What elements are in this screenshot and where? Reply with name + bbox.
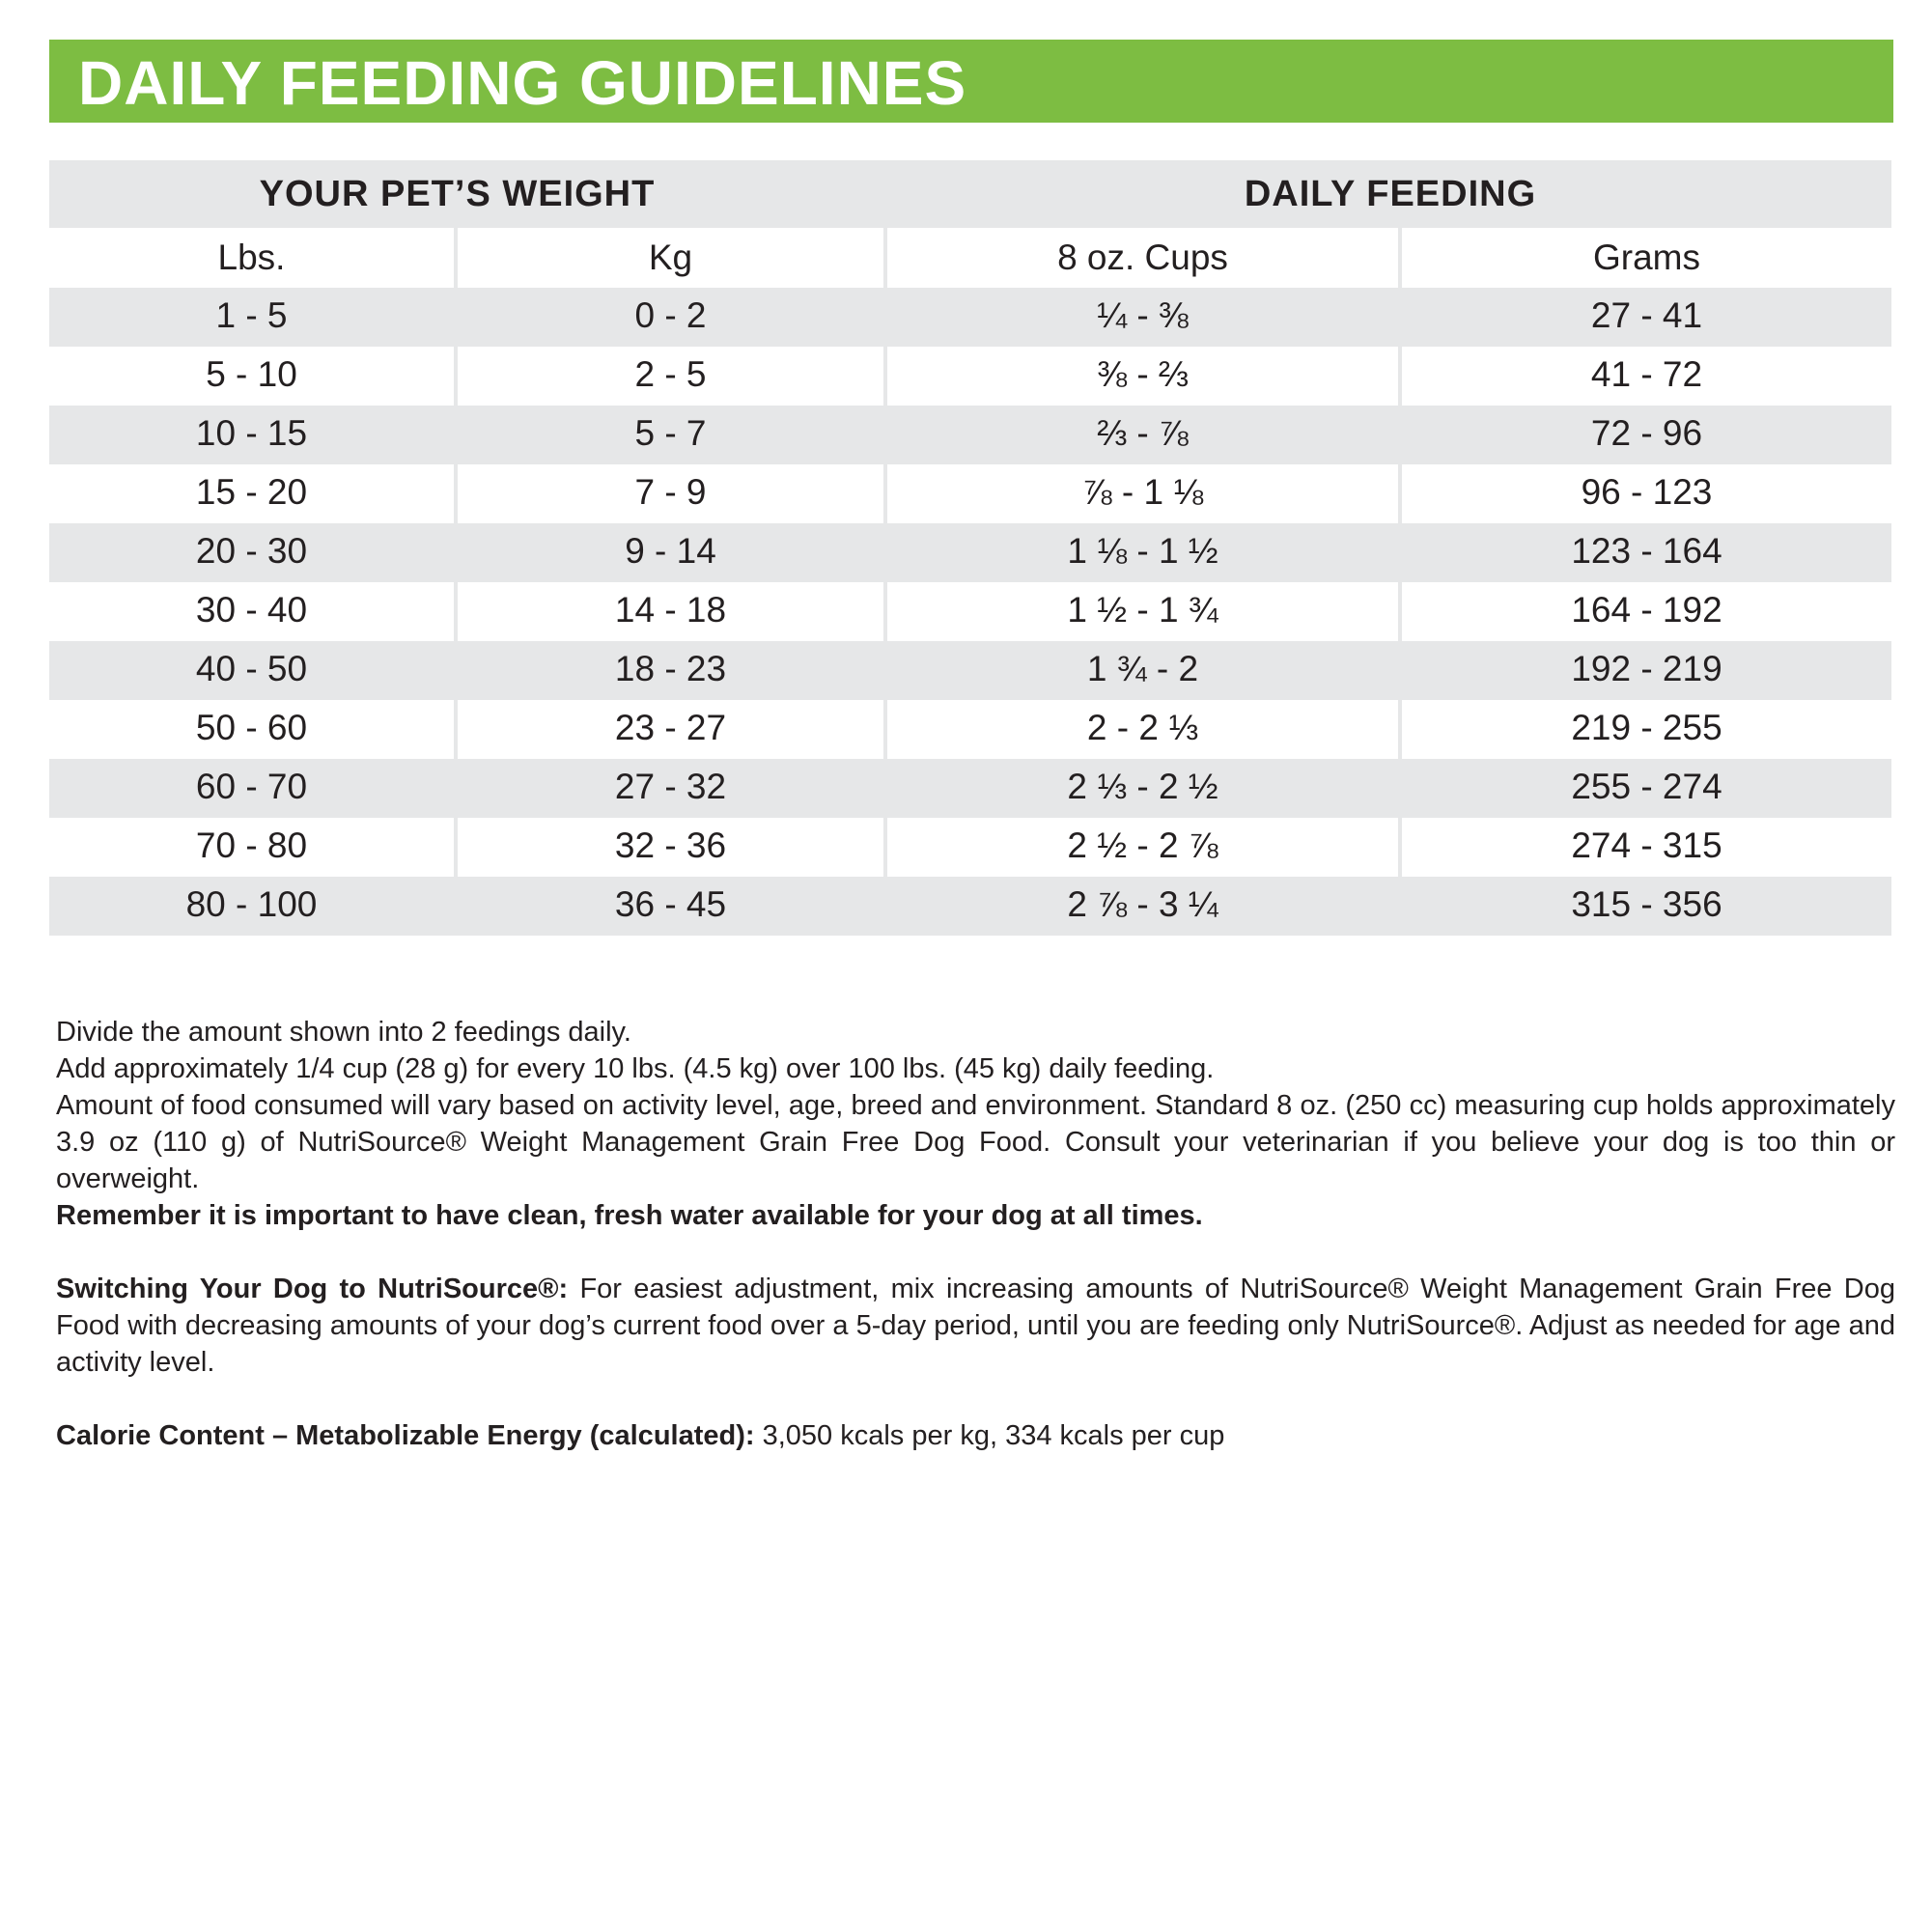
column-header-kg: Kg xyxy=(458,228,887,288)
cell-cups: 2 ⅓ - 2 ½ xyxy=(887,759,1402,818)
cell-cups: ⅞ - 1 ⅛ xyxy=(887,464,1402,523)
cell-lbs: 70 - 80 xyxy=(49,818,458,877)
cell-cups: 2 ⅞ - 3 ¼ xyxy=(887,877,1402,936)
cell-cups: 1 ½ - 1 ¾ xyxy=(887,582,1402,641)
switching-label: Switching Your Dog to NutriSource®: xyxy=(56,1274,569,1304)
column-header-lbs: Lbs. xyxy=(49,228,458,288)
table-row xyxy=(49,464,1891,523)
group-header-weight: YOUR PET’S WEIGHT xyxy=(259,174,656,214)
cell-lbs: 50 - 60 xyxy=(49,700,458,759)
note-switching xyxy=(56,1271,1895,1381)
cell-grams: 41 - 72 xyxy=(1590,354,1703,394)
switching-text: For easiest adjustment, mix increasing amounts of NutriSource® Weight Management Grain Free Dog Food with decreasing amounts of your dog’s current food over a 5-day period, until you are feeding only NutriSource®. Adjust as needed for age and activity level. xyxy=(56,1274,1895,1378)
cell-kg: 9 - 14 xyxy=(458,523,887,582)
cell-kg: 0 - 2 xyxy=(458,288,887,347)
spacer xyxy=(56,1381,1895,1417)
cell-kg: 32 - 36 xyxy=(458,818,887,877)
cell-kg: 7 - 9 xyxy=(458,464,887,523)
cell-cups: ⅜ - ⅔ xyxy=(887,347,1402,406)
cell-lbs: 15 - 20 xyxy=(49,464,458,523)
cell-cups: 1 ¾ - 2 xyxy=(887,641,1402,700)
feeding-table xyxy=(49,160,1891,936)
group-header-feeding: DAILY FEEDING xyxy=(1244,174,1537,214)
header-bar xyxy=(49,40,1893,123)
note-divide: Divide the amount shown into 2 feedings daily. xyxy=(56,1017,631,1048)
column-header-cups: 8 oz. Cups xyxy=(887,228,1402,288)
table-row xyxy=(49,288,1891,347)
cell-grams: 72 - 96 xyxy=(1590,413,1703,453)
cell-lbs: 5 - 10 xyxy=(49,347,458,406)
cell-lbs: 1 - 5 xyxy=(49,288,458,347)
cell-grams: 164 - 192 xyxy=(1571,590,1722,630)
cell-kg: 23 - 27 xyxy=(458,700,887,759)
cell-kg: 27 - 32 xyxy=(458,759,887,818)
group-header-row xyxy=(49,160,1891,228)
table-row xyxy=(49,759,1891,818)
cell-kg: 18 - 23 xyxy=(458,641,887,700)
column-header-row xyxy=(49,228,1891,288)
cell-grams: 274 - 315 xyxy=(1571,826,1722,865)
cell-cups: ⅔ - ⅞ xyxy=(887,406,1402,464)
cell-lbs: 80 - 100 xyxy=(49,877,458,936)
cell-kg: 36 - 45 xyxy=(458,877,887,936)
note-water-reminder: Remember it is important to have clean, fresh water available for your dog at all times. xyxy=(56,1200,1203,1231)
cell-grams: 315 - 356 xyxy=(1571,884,1722,924)
cell-lbs: 30 - 40 xyxy=(49,582,458,641)
spacer xyxy=(56,1234,1895,1271)
cell-kg: 2 - 5 xyxy=(458,347,887,406)
calorie-label: Calorie Content – Metabolizable Energy (calculated): xyxy=(56,1420,755,1451)
table-row xyxy=(49,406,1891,464)
column-header-grams: Grams xyxy=(1593,238,1700,277)
note-amount-varies: Amount of food consumed will vary based on activity level, age, breed and environment. Standard 8 oz. (250 cc) measuring cup holds approximately 3.9 oz (110 g) of NutriSource® Weight Management Grain Free Dog Food. Consult your veterinarian if you believe your dog is too thin or overweight. xyxy=(56,1090,1895,1194)
cell-grams: 123 - 164 xyxy=(1571,531,1722,571)
cell-lbs: 60 - 70 xyxy=(49,759,458,818)
cell-cups: 2 - 2 ⅓ xyxy=(887,700,1402,759)
table-row xyxy=(49,877,1891,936)
page-title: DAILY FEEDING GUIDELINES xyxy=(78,48,967,118)
table-row xyxy=(49,582,1891,641)
cell-lbs: 10 - 15 xyxy=(49,406,458,464)
cell-grams: 27 - 41 xyxy=(1590,295,1703,335)
feeding-notes xyxy=(56,1014,1895,1454)
table-row xyxy=(49,700,1891,759)
calorie-text: 3,050 kcals per kg, 334 kcals per cup xyxy=(762,1420,1225,1451)
cell-grams: 219 - 255 xyxy=(1571,708,1722,747)
cell-kg: 5 - 7 xyxy=(458,406,887,464)
note-add-amount: Add approximately 1/4 cup (28 g) for every 10 lbs. (4.5 kg) over 100 lbs. (45 kg) daily feeding. xyxy=(56,1053,1215,1084)
cell-lbs: 20 - 30 xyxy=(49,523,458,582)
table-row xyxy=(49,347,1891,406)
table-row xyxy=(49,818,1891,877)
cell-grams: 192 - 219 xyxy=(1571,649,1722,688)
note-calorie-content xyxy=(56,1417,1895,1454)
cell-grams: 96 - 123 xyxy=(1581,472,1713,512)
cell-cups: 1 ⅛ - 1 ½ xyxy=(887,523,1402,582)
table-row xyxy=(49,523,1891,582)
cell-cups: ¼ - ⅜ xyxy=(887,288,1402,347)
cell-grams: 255 - 274 xyxy=(1571,767,1722,806)
cell-cups: 2 ½ - 2 ⅞ xyxy=(887,818,1402,877)
cell-kg: 14 - 18 xyxy=(458,582,887,641)
cell-lbs: 40 - 50 xyxy=(49,641,458,700)
table-row xyxy=(49,641,1891,700)
